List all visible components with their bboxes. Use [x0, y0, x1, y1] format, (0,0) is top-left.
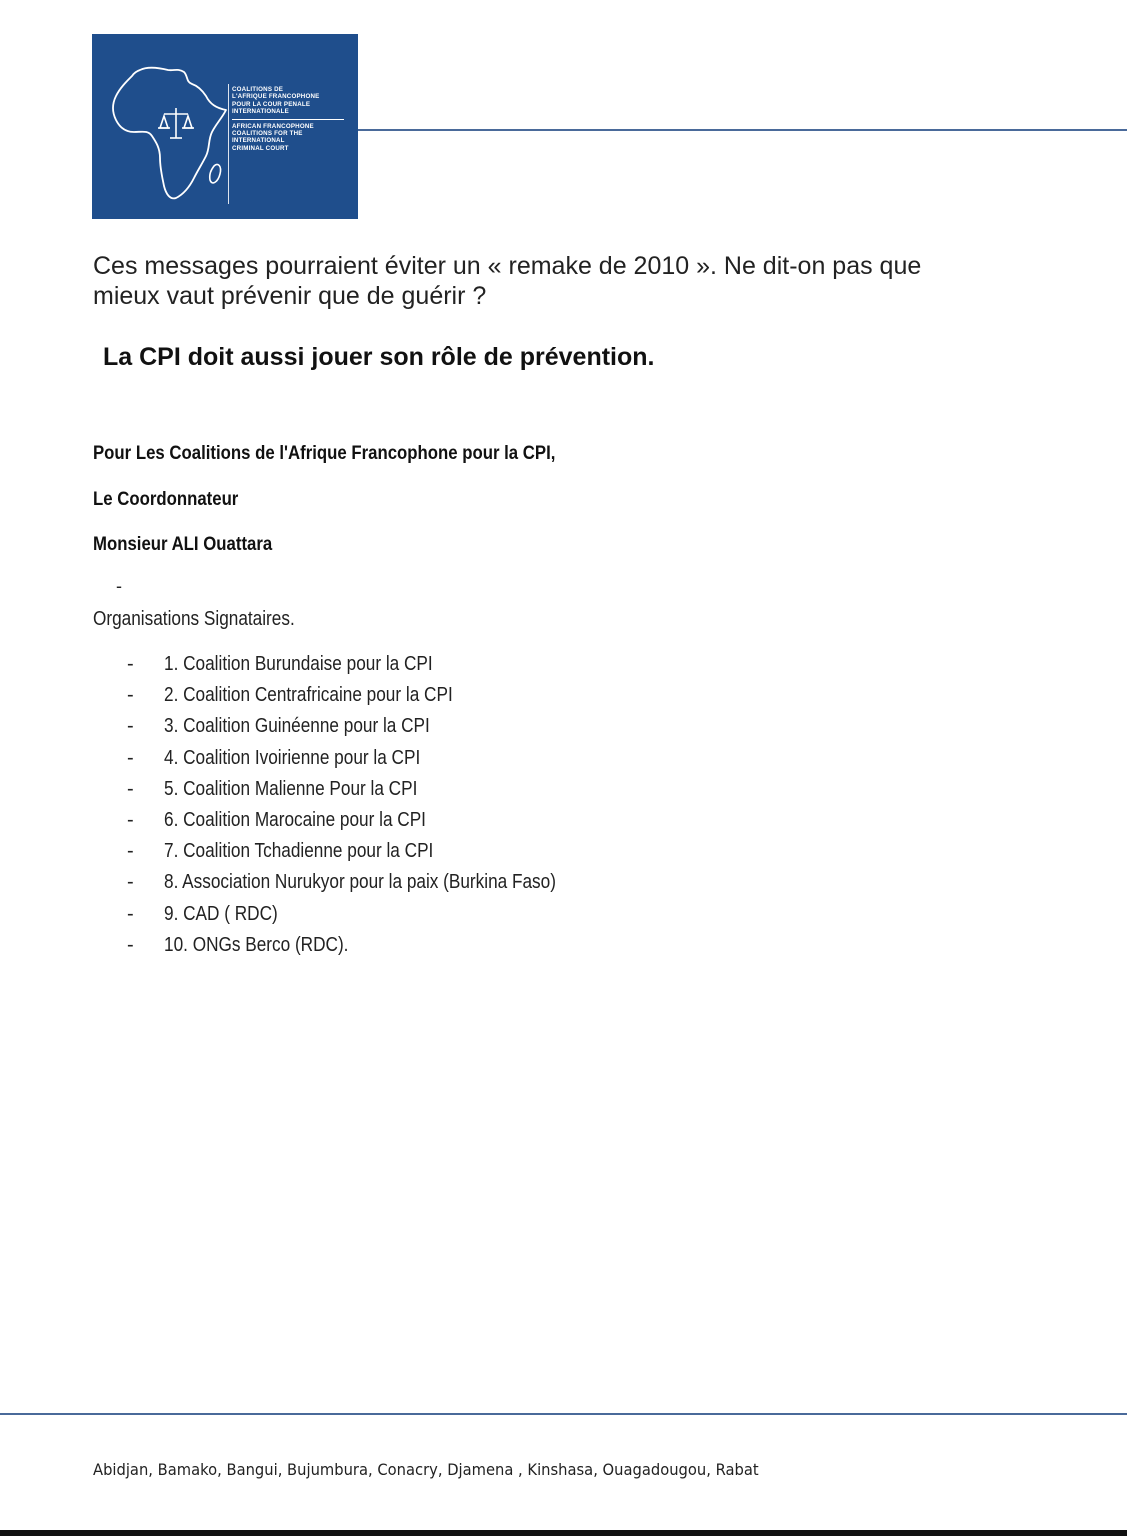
list-item-label: 3. Coalition Guinéenne pour la CPI — [164, 715, 430, 738]
list-item-label: 10. ONGs Berco (RDC). — [164, 933, 349, 956]
intro-line-2: mieux vaut prévenir que de guérir ? — [93, 282, 487, 310]
logo-text-en-3: INTERNATIONAL — [232, 137, 285, 145]
list-bullet: - — [127, 902, 134, 925]
list-bullet: - — [127, 808, 134, 831]
scales-of-justice-icon — [158, 108, 194, 138]
list-item-label: 9. CAD ( RDC) — [164, 902, 278, 925]
list-item-label: 7. Coalition Tchadienne pour la CPI — [164, 840, 434, 863]
list-bullet: - — [127, 653, 134, 675]
signature-organisation: Pour Les Coalitions de l'Afrique Francophone pour la CPI, — [93, 442, 556, 464]
logo-text-fr-4: INTERNATIONALE — [232, 108, 289, 116]
list-item-label: 1. Coalition Burundaise pour la CPI — [164, 653, 433, 675]
signature-role: Le Coordonnateur — [93, 488, 239, 510]
intro-line-1: Ces messages pourraient éviter un « remake de 2010 ». Ne dit-on pas que — [93, 252, 922, 280]
list-bullet: - — [127, 871, 134, 894]
footer-cities: Abidjan, Bamako, Bangui, Bujumbura, Conacry, Djamena , Kinshasa, Ouagadougou, Rabat — [93, 1460, 759, 1479]
list-bullet: - — [127, 715, 134, 738]
logo-text-fr-1: COALITIONS DE — [232, 86, 284, 93]
list-bullet: - — [127, 684, 134, 707]
logo-divider — [228, 84, 229, 204]
list-bullet: - — [127, 933, 134, 956]
stray-dash: - — [116, 576, 122, 596]
list-bullet: - — [127, 840, 134, 863]
list-item-label: 2. Coalition Centrafricaine pour la CPI — [164, 684, 453, 707]
coalition-logo — [92, 34, 358, 219]
list-item-label: 6. Coalition Marocaine pour la CPI — [164, 808, 426, 831]
headline: La CPI doit aussi jouer son rôle de prévention. — [103, 343, 655, 371]
intro-paragraph — [93, 251, 1073, 311]
logo-text-en-2: COALITIONS FOR THE — [232, 130, 303, 138]
list-bullet: - — [127, 746, 134, 769]
logo-text-fr-3: POUR LA COUR PENALE — [232, 100, 311, 108]
logo-text — [232, 86, 356, 152]
bottom-edge-bar — [0, 1530, 1127, 1536]
list-bullet: - — [127, 777, 134, 800]
logo-text-separator — [232, 119, 344, 120]
list-item-label: 4. Coalition Ivoirienne pour la CPI — [164, 746, 421, 769]
logo-text-en-1: AFRICAN FRANCOPHONE — [232, 122, 314, 130]
header-rule — [358, 129, 1127, 131]
logo-text-en-4: CRIMINAL COURT — [232, 144, 289, 152]
africa-map-icon — [102, 48, 230, 208]
footer-rule — [0, 1413, 1127, 1415]
list-item-label: 5. Coalition Malienne Pour la CPI — [164, 777, 418, 800]
logo-text-fr-2: L'AFRIQUE FRANCOPHONE — [232, 93, 320, 101]
signature-name: Monsieur ALI Ouattara — [93, 533, 273, 555]
list-item-label: 8. Association Nurukyor pour la paix (Burkina Faso) — [164, 871, 556, 894]
organisations-title: Organisations Signataires. — [93, 608, 295, 630]
